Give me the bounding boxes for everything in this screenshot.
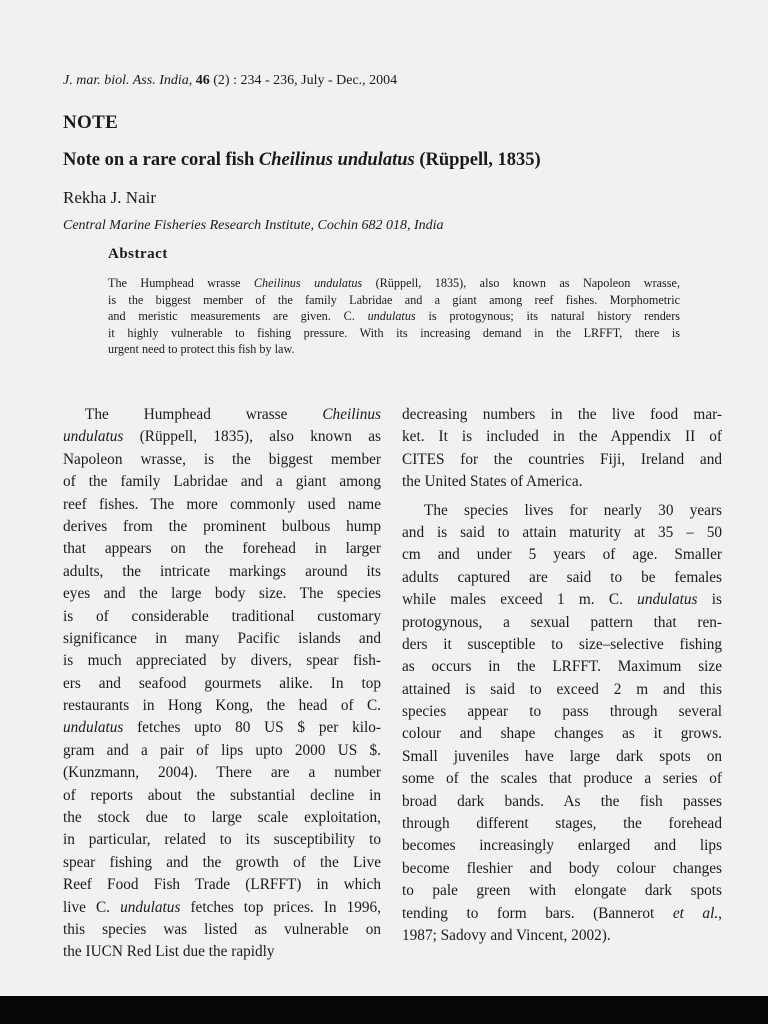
author-name: Rekha J. Nair: [63, 188, 157, 207]
text-line: [402, 544, 722, 566]
text-line: [63, 807, 381, 829]
abstract-body: [108, 275, 680, 358]
text-line: [63, 516, 381, 538]
text-line: [63, 471, 381, 493]
text-line: [63, 874, 381, 896]
text-segment: ,: [718, 904, 722, 922]
text-segment: fetches upto 80 US $ per kilo-: [123, 719, 381, 737]
text-segment: is much appreciated by divers, spear fish-: [63, 652, 381, 670]
text-line: [402, 880, 722, 902]
text-segment: urgent need to protect this fish by law.: [108, 342, 295, 357]
text-segment: become fleshier and body colour changes: [402, 859, 722, 877]
text-segment: to pale green with elongate dark spots: [402, 882, 722, 900]
text-segment: through different stages, the forehead: [402, 815, 722, 833]
italic-text: undulatus: [637, 591, 698, 609]
text-segment: some of the scales that produce a series of: [402, 770, 722, 788]
text-line: [402, 634, 722, 656]
text-segment: The Humphead wrasse: [108, 276, 254, 290]
text-line: [63, 897, 381, 919]
text-segment: ers and seafood gourmets alike. In top: [63, 674, 381, 692]
scan-bottom-border: [0, 996, 768, 1024]
text-segment: it highly vulnerable to fishing pressure. With its increasing demand in the LRFFT, there is: [108, 325, 680, 340]
text-line: [63, 538, 381, 560]
text-segment: in particular, related to its susceptibility to: [63, 831, 381, 849]
title-suffix: (Rüppell, 1835): [414, 150, 541, 170]
text-segment: while males exceed 1 m. C.: [402, 591, 638, 609]
text-segment: (Kunzmann, 2004). There are a number: [63, 764, 381, 782]
text-segment: 1987; Sadovy and Vincent, 2002).: [402, 926, 611, 944]
text-line: [63, 785, 381, 807]
text-segment: is the biggest member of the family Labridae and a giant among reef fishes. Morphometric: [108, 292, 680, 307]
volume-number: 46: [195, 73, 210, 88]
text-line: [402, 522, 722, 544]
text-segment: cm and under 5 years of age. Smaller: [402, 546, 722, 564]
text-line: [108, 308, 680, 325]
text-segment: the United States of America.: [402, 473, 583, 491]
text-segment: restaurants in Hong Kong, the head of C.: [63, 697, 381, 715]
body-column-right: [402, 404, 722, 947]
text-segment: protogynous, a sexual pattern that ren-: [402, 613, 722, 631]
text-line: [402, 471, 722, 493]
text-line: [63, 762, 381, 784]
text-segment: gram and a pair of lips upto 2000 US $.: [63, 741, 381, 759]
text-line: [402, 746, 722, 768]
text-line: [402, 567, 722, 589]
text-segment: attained is said to exceed 2 m and this: [402, 680, 722, 698]
text-line: [63, 650, 381, 672]
text-segment: CITES for the countries Fiji, Ireland and: [402, 450, 722, 468]
text-line: [402, 426, 722, 448]
text-segment: live C.: [63, 898, 121, 916]
body-column-left: [63, 404, 381, 964]
text-segment: the stock due to large scale exploitation,: [63, 809, 381, 827]
text-segment: broad dark bands. As the fish passes: [402, 792, 722, 810]
text-segment: the IUCN Red List due the rapidly: [63, 943, 275, 961]
title-species: Cheilinus undulatus: [258, 150, 415, 170]
text-line: [63, 852, 381, 874]
text-line: [63, 426, 381, 448]
text-line: [63, 561, 381, 583]
text-line: [402, 679, 722, 701]
text-line: [63, 695, 381, 717]
text-segment: and is said to attain maturity at 35 – 50: [402, 523, 722, 541]
text-line: [63, 829, 381, 851]
text-segment: ket. It is included in the Appendix II of: [402, 428, 722, 446]
issue-pages-date: (2) : 234 - 236, July - Dec., 2004: [213, 73, 398, 88]
text-segment: eyes and the large body size. The species: [63, 585, 381, 603]
italic-text: undulatus: [63, 428, 124, 446]
text-line: [402, 835, 722, 857]
text-segment: is of considerable traditional customary: [63, 607, 381, 625]
text-segment: Small juveniles have large dark spots on: [402, 747, 722, 765]
text-segment: (Rüppell, 1835), also known as Napoleon wrasse,: [362, 276, 680, 290]
text-segment: adults captured are said to be females: [402, 568, 722, 586]
text-line: [63, 449, 381, 471]
text-line: [63, 717, 381, 739]
text-segment: ders it susceptible to size–selective fishing: [402, 635, 722, 653]
text-line: [402, 813, 722, 835]
text-segment: and meristic measurements are given. C.: [108, 309, 368, 324]
text-segment: adults, the intricate markings around its: [63, 562, 381, 580]
text-segment: as occurs in the LRFFT. Maximum size: [402, 658, 722, 676]
author-affiliation: Central Marine Fisheries Research Institute, Cochin 682 018, India: [63, 218, 444, 233]
text-line: [402, 612, 722, 634]
section-label: NOTE: [63, 112, 119, 133]
article-title: [63, 150, 541, 171]
text-line: [63, 740, 381, 762]
text-segment: becomes increasingly enlarged and lips: [402, 837, 722, 855]
text-segment: is protogynous; its natural history renders: [415, 309, 681, 324]
text-segment: spear fishing and the growth of the Live: [63, 853, 381, 871]
text-line: [63, 583, 381, 605]
text-line: [402, 791, 722, 813]
text-line: [402, 858, 722, 880]
text-segment: reef fishes. The more commonly used name: [63, 495, 381, 513]
text-segment: (Rüppell, 1835), also known as: [123, 428, 381, 446]
italic-text: undulatus: [367, 309, 416, 324]
text-line: [63, 606, 381, 628]
text-line: [63, 628, 381, 650]
text-segment: of the family Labridae and a giant among: [63, 473, 381, 491]
text-line: [402, 449, 722, 471]
text-segment: decreasing numbers in the live food mar-: [402, 406, 722, 423]
text-line: [63, 941, 381, 963]
text-line: [402, 589, 722, 611]
text-line: [402, 723, 722, 745]
italic-text: undulatus: [63, 719, 124, 737]
text-segment: significance in many Pacific islands and: [63, 629, 381, 647]
text-segment: The species lives for nearly 30 years: [424, 501, 722, 519]
title-prefix: Note on a rare coral fish: [63, 150, 259, 170]
text-line: [63, 404, 381, 426]
journal-name: J. mar. biol. Ass. India,: [63, 73, 193, 88]
text-segment: Reef Food Fish Trade (LRFFT) in which: [63, 876, 381, 894]
text-segment: species appear to pass through several: [402, 703, 722, 721]
text-line: [402, 404, 722, 426]
text-segment: is: [697, 591, 722, 609]
italic-text: Cheilinus: [322, 406, 381, 423]
italic-text: Cheilinus undulatus: [253, 276, 363, 290]
text-line: [63, 494, 381, 516]
text-line: [402, 903, 722, 925]
text-line: [402, 500, 722, 522]
citation-line: [63, 73, 397, 89]
text-line: [63, 919, 381, 941]
text-line: [108, 292, 680, 309]
text-segment: The Humphead wrasse: [85, 406, 323, 423]
text-segment: this species was listed as vulnerable on: [63, 920, 381, 938]
text-segment: fetches top prices. In 1996,: [180, 898, 381, 916]
text-line: [108, 275, 680, 292]
italic-text: et al.: [672, 904, 719, 922]
abstract-heading: Abstract: [108, 246, 168, 262]
text-line: [402, 701, 722, 723]
text-line: [108, 341, 680, 358]
text-segment: colour and shape changes as it grows.: [402, 725, 722, 743]
text-segment: that appears on the forehead in larger: [63, 540, 381, 558]
text-segment: Napoleon wrasse, is the biggest member: [63, 450, 381, 468]
text-line: [108, 325, 680, 342]
text-line: [402, 925, 722, 947]
text-segment: derives from the prominent bulbous hump: [63, 517, 381, 535]
text-line: [402, 656, 722, 678]
text-line: [402, 768, 722, 790]
text-segment: tending to form bars. (Bannerot: [402, 904, 673, 922]
italic-text: undulatus: [120, 898, 181, 916]
text-segment: of reports about the substantial decline in: [63, 786, 381, 804]
text-line: [63, 673, 381, 695]
